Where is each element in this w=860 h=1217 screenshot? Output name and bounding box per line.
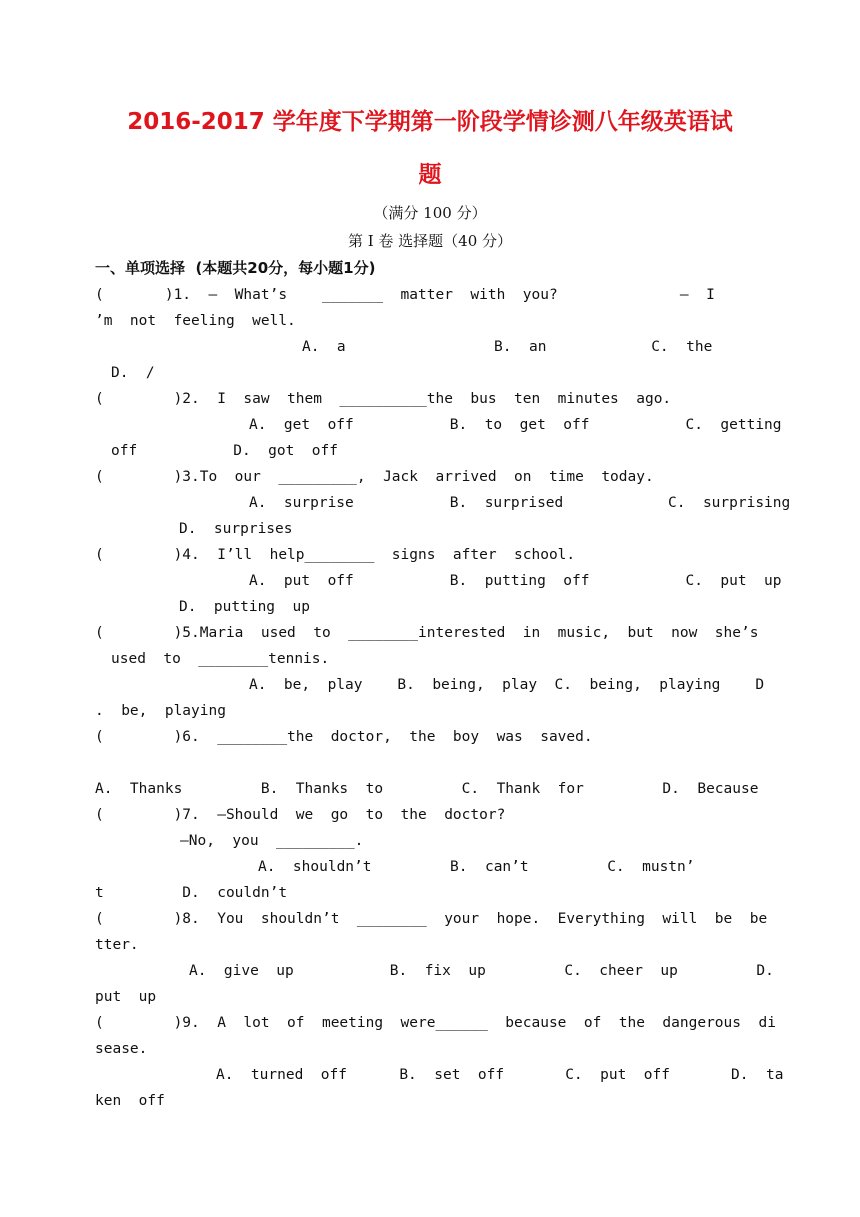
question-9-stem-cont: sease.: [95, 1041, 148, 1057]
question-4-stem: ( )4. I’ll help________ signs after school.: [95, 547, 576, 563]
full-marks-note: （满分 100 分）: [373, 204, 487, 222]
exam-title-line-1: 2016-2017 学年度下学期第一阶段学情诊测八年级英语试: [127, 109, 733, 135]
question-9-stem: ( )9. A lot of meeting were______ because of the dangerous di: [95, 1015, 776, 1031]
exam-title-line-2: 题: [418, 162, 442, 188]
question-4-options: A. put off B. putting off C. put up: [249, 573, 782, 589]
question-5-options-cont: . be, playing: [95, 703, 226, 719]
question-8-options: A. give up B. fix up C. cheer up D.: [189, 963, 774, 979]
question-4-options-cont: D. putting up: [179, 599, 310, 615]
question-9-options-cont: ken off: [95, 1093, 165, 1109]
question-7-options-cont: t D. couldn’t: [95, 885, 288, 901]
question-1-stem-cont: ’m not feeling well.: [95, 313, 296, 329]
question-6-stem: ( )6. ________the doctor, the boy was saved.: [95, 729, 593, 745]
question-2-options: A. get off B. to get off C. getting: [249, 417, 782, 433]
question-8-stem-cont: tter.: [95, 937, 139, 953]
section-heading: 一、单项选择 (本题共20分，每小题1分): [95, 259, 376, 277]
question-5-stem-cont: used to ________tennis.: [111, 651, 330, 667]
question-3-options: A. surprise B. surprised C. surprising: [249, 495, 791, 511]
question-7-stem-cont: —No, you _________.: [180, 833, 364, 849]
question-6-options: A. Thanks B. Thanks to C. Thank for D. Because: [95, 781, 759, 797]
question-3-stem: ( )3.To our _________, Jack arrived on time today.: [95, 469, 654, 485]
question-7-options: A. shouldn’t B. can’t C. mustn’: [258, 859, 695, 875]
question-9-options: A. turned off B. set off C. put off D. ta: [216, 1067, 784, 1083]
question-8-stem: ( )8. You shouldn’t ________ your hope. Everything will be be: [95, 911, 768, 927]
question-5-stem: ( )5.Maria used to ________interested in music, but now she’s: [95, 625, 759, 641]
question-1-stem: ( )1. — What’s _______ matter with you? — I: [95, 287, 715, 303]
question-1-options-cont: D. /: [111, 365, 155, 381]
question-1-options: A. a B. an C. the: [302, 339, 713, 355]
part-heading: 第 I 卷 选择题（40 分）: [347, 232, 513, 250]
question-2-stem: ( )2. I saw them __________the bus ten minutes ago.: [95, 391, 672, 407]
question-5-options: A. be, play B. being, play C. being, playing D: [249, 677, 765, 693]
question-3-options-cont: D. surprises: [179, 521, 293, 537]
question-7-stem: ( )7. —Should we go to the doctor?: [95, 807, 506, 823]
question-2-options-cont: off D. got off: [111, 443, 338, 459]
question-8-options-cont: put up: [95, 989, 157, 1005]
